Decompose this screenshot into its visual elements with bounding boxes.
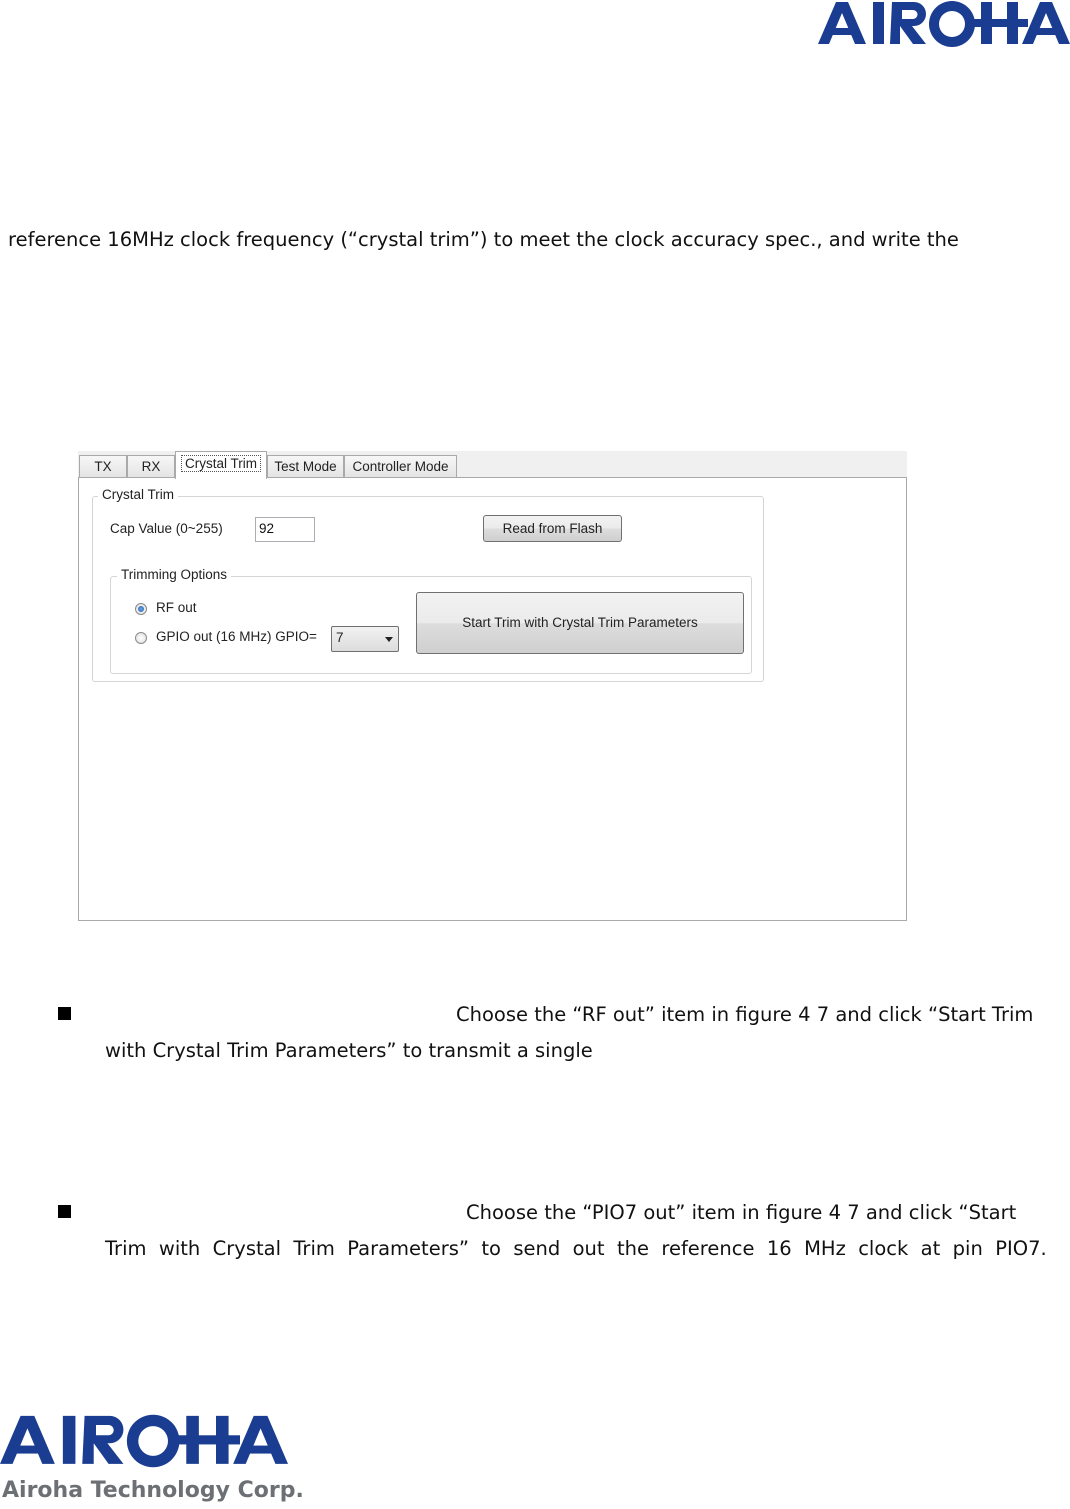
tab-controller-mode[interactable]: Controller Mode bbox=[344, 455, 457, 477]
read-from-flash-button[interactable]: Read from Flash bbox=[483, 515, 622, 542]
chevron-down-icon bbox=[385, 637, 393, 642]
bullet-1-line-1: Choose the “RF out” item in figure 4 7 and click “Start Trim bbox=[456, 1003, 1034, 1026]
airoha-logo-icon bbox=[818, 0, 1070, 48]
cap-value-input[interactable]: 92 bbox=[255, 517, 315, 542]
intro-text: reference 16MHz clock frequency (“crystal trim”) to meet the clock accuracy spec., and write the bbox=[8, 228, 959, 251]
rf-out-radio[interactable] bbox=[135, 603, 147, 615]
gpio-out-label: GPIO out (16 MHz) GPIO= bbox=[156, 629, 317, 644]
airoha-footer-logo-icon bbox=[0, 1412, 288, 1470]
crystal-trim-legend: Crystal Trim bbox=[98, 487, 178, 502]
cap-value-label: Cap Value (0~255) bbox=[110, 521, 223, 536]
tab-rx[interactable]: RX bbox=[127, 455, 175, 477]
company-name: Airoha Technology Corp. bbox=[2, 1478, 304, 1503]
crystal-trim-screenshot bbox=[78, 451, 907, 921]
bullet-2-line-1: Choose the “PIO7 out” item in figure 4 7 and click “Start bbox=[466, 1201, 1017, 1224]
gpio-out-radio[interactable] bbox=[135, 632, 147, 644]
bullet-square-icon bbox=[58, 1007, 71, 1020]
tab-crystal-trim[interactable] bbox=[175, 451, 267, 479]
bullet-square-icon bbox=[58, 1205, 71, 1218]
bullet-1-line-2: with Crystal Trim Parameters” to transmit a single bbox=[105, 1039, 593, 1062]
gpio-select-value: 7 bbox=[336, 630, 344, 645]
tab-crystal-trim-label: Crystal Trim bbox=[181, 455, 261, 472]
trimming-options-legend: Trimming Options bbox=[117, 567, 231, 582]
tab-strip bbox=[78, 451, 907, 478]
rf-out-label: RF out bbox=[156, 600, 197, 615]
tab-tx[interactable]: TX bbox=[79, 455, 127, 477]
gpio-select[interactable] bbox=[331, 626, 399, 652]
start-trim-button[interactable]: Start Trim with Crystal Trim Parameters bbox=[416, 592, 744, 654]
bullet-2-line-2: Trim with Crystal Trim Parameters” to send out the reference 16 MHz clock at pin PIO7. bbox=[105, 1237, 1047, 1260]
crystal-trim-panel bbox=[78, 477, 907, 921]
tab-test-mode[interactable]: Test Mode bbox=[267, 455, 344, 477]
